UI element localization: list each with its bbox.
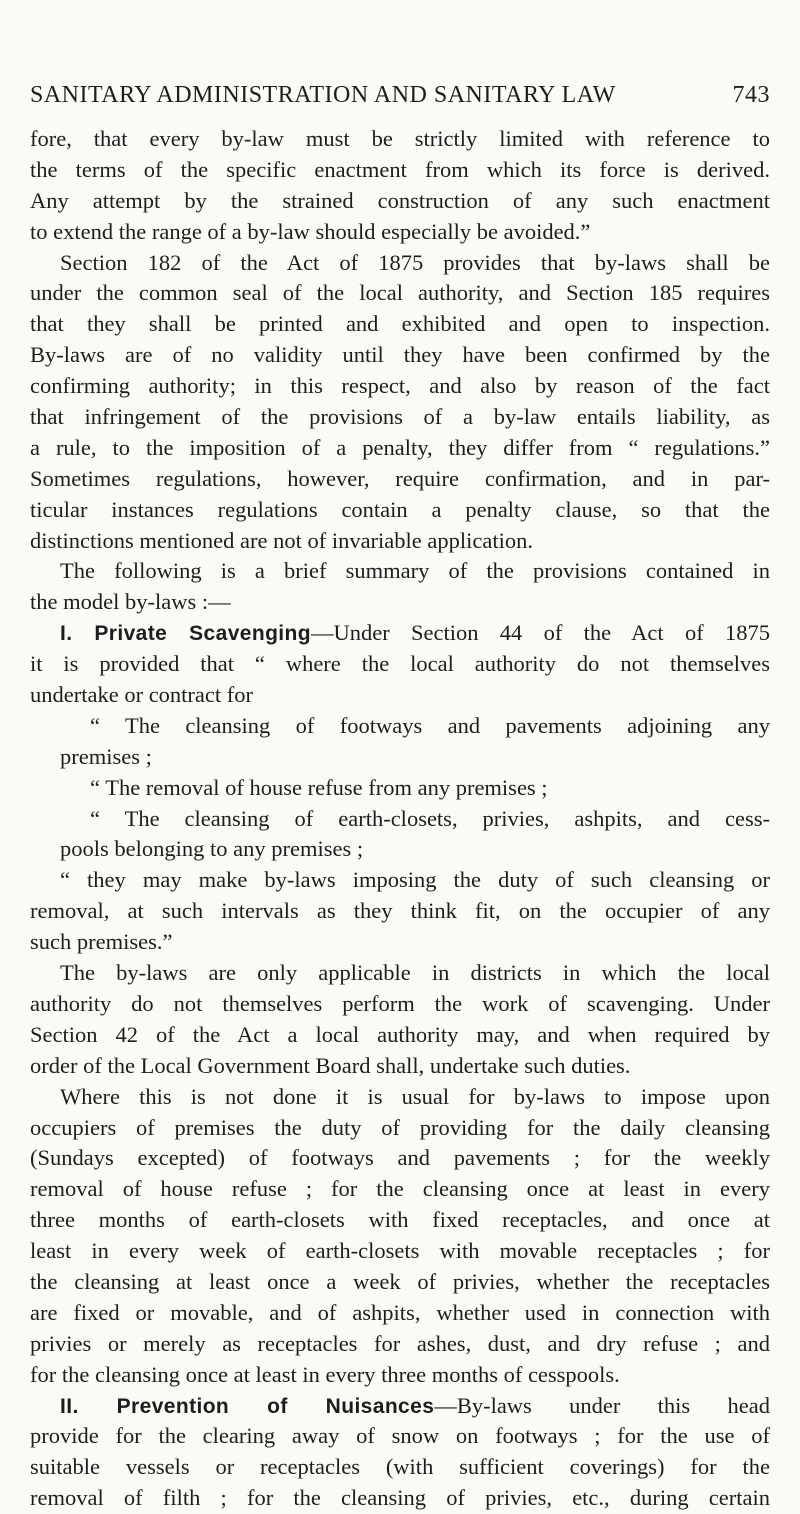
text-line [30, 927, 770, 958]
text-line [30, 1205, 770, 1236]
line-text: authority do not themselves perform the work of scavenging. Under [30, 990, 770, 1016]
text-line [30, 1483, 770, 1514]
text-line [30, 1421, 770, 1452]
text-line [30, 742, 770, 773]
text-line [30, 217, 770, 248]
line-text: removal of house refuse ; for the cleansing once at least in every [30, 1176, 770, 1202]
line-text: ticular instances regulations contain a penalty clause, so that the [30, 496, 770, 522]
line-text: that infringement of the provisions of a by-law entails liability, as [30, 404, 770, 430]
line-text: undertake or contract for [30, 682, 254, 708]
line-text: a rule, to the imposition of a penalty, they differ from “ regulations.” [30, 434, 770, 460]
text-line [30, 433, 770, 464]
section-heading-line [30, 618, 770, 649]
text-line [30, 1360, 770, 1391]
text-line [30, 340, 770, 371]
line-text: the cleansing at least once a week of privies, whether the receptacles [30, 1268, 770, 1294]
line-text: “ The removal of house refuse from any premises ; [90, 774, 548, 800]
text-line [30, 1236, 770, 1267]
text-line [30, 649, 770, 680]
line-text: distinctions mentioned are not of invariable application. [30, 527, 533, 553]
text-line [30, 1452, 770, 1483]
line-text: are fixed or movable, and of ashpits, whether used in connection with [30, 1299, 770, 1325]
body-text [30, 124, 770, 1514]
text-line [30, 1174, 770, 1205]
text-line [30, 402, 770, 433]
section-heading-line [30, 1391, 770, 1422]
line-text: privies or merely as receptacles for ashes, dust, and dry refuse ; and [30, 1330, 770, 1356]
text-line [30, 526, 770, 557]
text-line [30, 1329, 770, 1360]
line-text: “ The cleansing of earth-closets, privies, ashpits, and cess- [90, 805, 770, 831]
line-text: Section 42 of the Act a local authority may, and when required by [30, 1021, 770, 1047]
text-line [30, 186, 770, 217]
line-text: “ they may make by-laws imposing the duty of such cleansing or [60, 867, 770, 893]
section-heading: II. Prevention of Nuisances [60, 1394, 435, 1418]
line-text: three months of earth-closets with fixed receptacles, and once at [30, 1207, 770, 1233]
line-text: order of the Local Government Board shall, undertake such duties. [30, 1052, 631, 1078]
line-text: Sometimes regulations, however, require confirmation, and in par- [30, 465, 770, 491]
line-text: premises ; [60, 743, 152, 769]
line-text: removal, at such intervals as they think fit, on the occupier of any [30, 898, 770, 924]
text-line [30, 495, 770, 526]
line-text: Where this is not done it is usual for by-laws to impose upon [60, 1083, 770, 1109]
line-text: such premises.” [30, 929, 173, 955]
line-text: —Under Section 44 of the Act of 1875 [311, 620, 771, 646]
running-head-title: SANITARY ADMINISTRATION AND SANITARY LAW [30, 82, 616, 108]
text-line [30, 773, 770, 804]
line-text: under the common seal of the local authority, and Section 185 requires [30, 280, 770, 306]
text-line [30, 804, 770, 835]
text-line [30, 1082, 770, 1113]
text-line [30, 464, 770, 495]
text-line [30, 896, 770, 927]
line-text: least in every week of earth-closets with movable receptacles ; for [30, 1238, 770, 1264]
text-line [30, 1051, 770, 1082]
text-line [30, 155, 770, 186]
text-line [30, 680, 770, 711]
text-line [30, 711, 770, 742]
line-text: suitable vessels or receptacles (with sufficient coverings) for the [30, 1454, 770, 1480]
line-text: the model by-laws :— [30, 589, 231, 615]
text-line [30, 1020, 770, 1051]
line-text: The following is a brief summary of the provisions contained in [60, 558, 770, 584]
line-text: occupiers of premises the duty of providing for the daily cleansing [30, 1114, 770, 1140]
line-text: —By-laws under this head [434, 1392, 770, 1418]
text-line [30, 1113, 770, 1144]
text-line [30, 958, 770, 989]
text-line [30, 124, 770, 155]
text-line [30, 556, 770, 587]
running-head [30, 82, 770, 109]
line-text: the terms of the specific enactment from which its force is derived. [30, 156, 770, 182]
text-line [30, 248, 770, 279]
line-text: The by-laws are only applicable in districts in which the local [60, 960, 770, 986]
text-line [30, 1267, 770, 1298]
line-text: it is provided that “ where the local authority do not themselves [30, 651, 770, 677]
text-line [30, 587, 770, 618]
line-text: that they shall be printed and exhibited and open to inspection. [30, 311, 770, 337]
text-line [30, 1143, 770, 1174]
line-text: Section 182 of the Act of 1875 provides that by-laws shall be [60, 249, 770, 275]
line-text: “ The cleansing of footways and pavements adjoining any [90, 712, 770, 738]
line-text: fore, that every by-law must be strictly limited with reference to [30, 126, 770, 151]
line-text: to extend the range of a by-law should especially be avoided.” [30, 218, 591, 244]
text-line [30, 865, 770, 896]
line-text: provide for the clearing away of snow on footways ; for the use of [30, 1423, 770, 1449]
line-text: removal of filth ; for the cleansing of privies, etc., during certain [30, 1485, 770, 1511]
text-line [30, 989, 770, 1020]
text-line [30, 371, 770, 402]
text-line [30, 309, 770, 340]
text-line [30, 1298, 770, 1329]
line-text: for the cleansing once at least in every three months of cesspools. [30, 1361, 620, 1387]
section-heading: I. Private Scavenging [60, 622, 311, 646]
line-text: confirming authority; in this respect, and also by reason of the fact [30, 373, 770, 399]
text-line [30, 834, 770, 865]
line-text: (Sundays excepted) of footways and pavements ; for the weekly [30, 1145, 770, 1171]
line-text: pools belonging to any premises ; [60, 836, 364, 862]
line-text: Any attempt by the strained construction of any such enactment [30, 187, 770, 213]
text-line [30, 278, 770, 309]
line-text: By-laws are of no validity until they have been confirmed by the [30, 342, 770, 368]
page-number: 743 [732, 82, 770, 108]
